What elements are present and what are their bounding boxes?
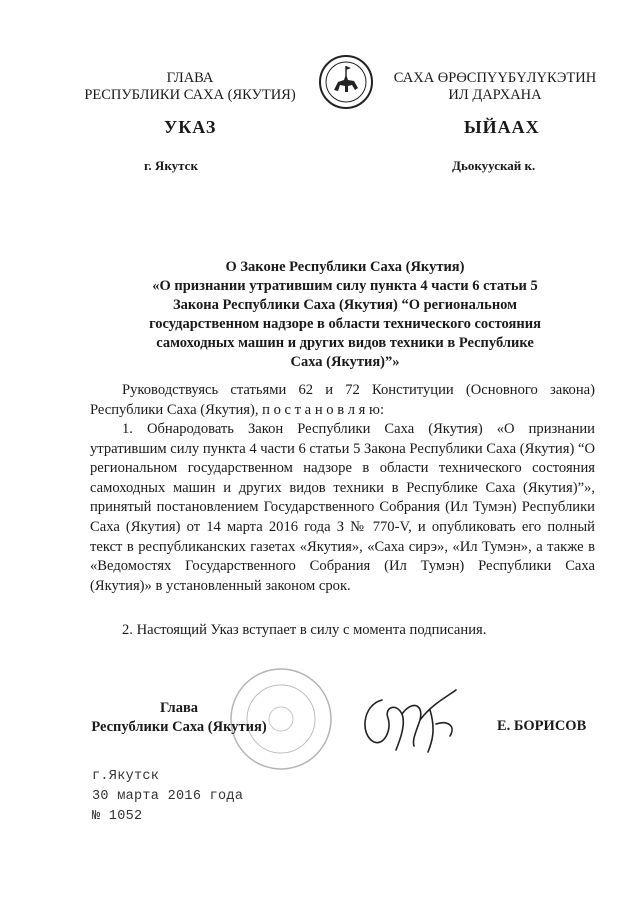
handwritten-signature xyxy=(352,680,472,760)
registry-block xyxy=(92,767,243,827)
city-left: г. Якутск xyxy=(144,158,198,173)
header-right-line1: САХА ӨРӨСПҮҮБҮЛҮКЭТИН xyxy=(393,70,597,86)
coat-of-arms-emblem xyxy=(318,54,374,110)
signature-title xyxy=(88,699,270,737)
registry-date: 30 марта 2016 года xyxy=(92,789,244,804)
city-right: Дьокуускай к. xyxy=(452,158,536,173)
item-2-text: Настоящий Указ вступает в силу с момента подписания. xyxy=(136,622,487,638)
signature-title-line2: Республики Саха (Якутия) xyxy=(91,719,267,735)
title-line: государственном надзоре в области технического состояния xyxy=(149,316,541,332)
signature-title-line1: Глава xyxy=(159,700,199,716)
signature-name: Е. БОРИСОВ xyxy=(497,718,587,734)
registry-number: № 1052 xyxy=(92,809,143,824)
item-2-number: 2. xyxy=(122,622,133,638)
document-title xyxy=(95,258,595,372)
item-2 xyxy=(90,621,595,641)
registry-city: г.Якутск xyxy=(92,769,160,784)
item-1-number: 1. xyxy=(122,421,133,437)
item-1-text: Обнародовать Закон Республики Саха (Якутия) «О признании утратившим силу пункта 4 части 6 статьи 5 Закона Республики Саха (Якутия) “О региональном государственном надзоре в области технического состояния самоходных машин и других видов техники в Республике Саха (Якутия)”», принятый постановлением Государственного Собрания (Ил Тумэн) Республики Саха (Якутия) от 14 марта 2016 года З № 770-V, и опубликовать его полный текст в республиканских газетах «Якутия», «Саха сирэ», «Ил Тумэн», а также в «Ведомостях Государственного Собрания (Ил Тумэн) Республики Саха (Якутия)» в установленный законом срок. xyxy=(90,421,595,594)
title-line: Закона Республики Саха (Якутия) “О региональном xyxy=(172,297,518,313)
header-left xyxy=(80,70,300,104)
header-left-line1: ГЛАВА xyxy=(166,70,214,86)
item-1 xyxy=(90,420,595,596)
header-right xyxy=(385,70,605,104)
doc-type-right: ЫЙААХ xyxy=(464,117,540,137)
title-line: самоходных машин и других видов техники в Республике xyxy=(156,335,534,351)
preamble: Руководствуясь статьями 62 и 72 Конституции (Основного закона) Республики Саха (Якутия), п о с т а н о в л я ю: xyxy=(90,382,595,418)
title-line: «О признании утратившим силу пункта 4 части 6 статьи 5 xyxy=(152,278,538,294)
title-line: Саха (Якутия)”» xyxy=(290,354,400,370)
header-right-line2: ИЛ ДАРХАНА xyxy=(448,87,542,103)
title-line: О Законе Республики Саха (Якутия) xyxy=(225,259,465,275)
doc-type-left: УКАЗ xyxy=(164,117,217,137)
header-left-line2: РЕСПУБЛИКИ САХА (ЯКУТИЯ) xyxy=(84,87,296,103)
